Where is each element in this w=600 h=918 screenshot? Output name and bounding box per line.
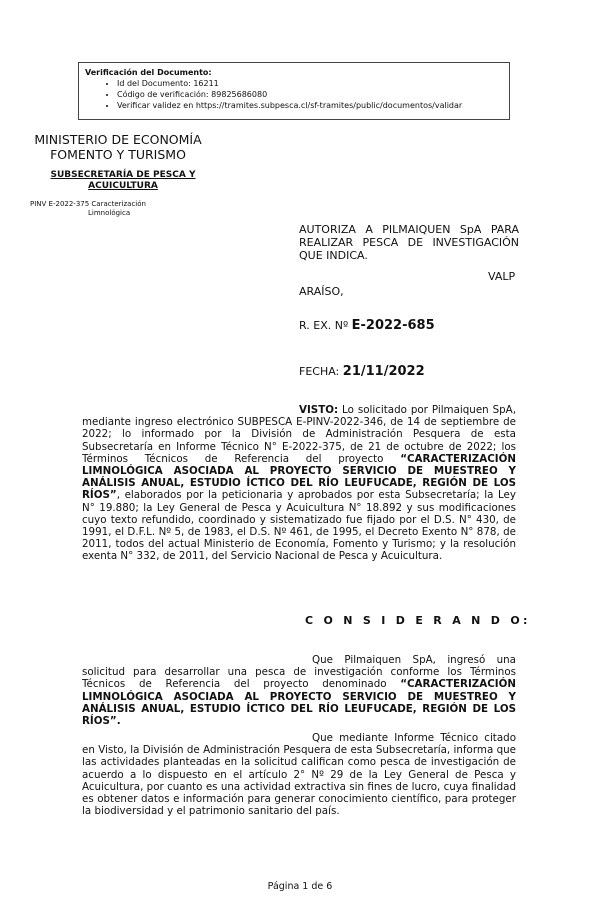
subsecretaria-line-1: SUBSECRETARÍA DE PESCA Y: [50, 170, 196, 180]
visto-project-name: “CARACTERIZACIÓN LIMNOLÓGICA ASOCIADA AL PROYECTO SERVICIO DE MUESTREO Y ANÁLISIS ANUAL, ESTUDIO ÍCTICO DEL RÍO LEUFUCADE, REGIÓN DE LOS RÍOS”: [82, 452, 516, 502]
visto-text-a: Lo solicitado por Pilmaiquen SpA, mediante ingreso electrónico SUBPESCA E-PINV-2022-346, de 14 de septiembre de 2022; lo informado por la División de Administración Pesquera de esta Subsecretaría en Informe Técnico N° E-2022-375, de 21 de octubre de 2022; los Términos Técnicos de Referencia del proyecto: [82, 404, 516, 465]
verification-box: [78, 62, 510, 120]
resolution-date: [299, 364, 425, 379]
considerando-2-text: Que mediante Informe Técnico citado en Visto, la División de Administración Pesquera de esta Subsecretaría, informa que las actividades planteadas en la solicitud califican como pesca de investigación de acuerdo a lo dispuesto en el artículo 2° Nº 29 de la Ley General de Pesca y Acuicultura, por cuanto es una actividad extractiva sin fines de lucro, cuya finalidad es obtener datos e información para generar conocimiento científico, para proteger la biodiversidad y el patrimonio sanitario del país.: [82, 732, 516, 818]
ministry-line-1: MINISTERIO DE ECONOMÍA: [34, 132, 202, 147]
verification-url[interactable]: • Verificar validez en https://tramites.subpesca.cl/sf-tramites/public/documentos/validar: [117, 100, 509, 111]
considerando-paragraph-1: [82, 654, 516, 727]
ministry-line-2: FOMENTO Y TURISMO: [50, 147, 186, 162]
ministry-heading: [18, 132, 218, 162]
place-part-1: VALP: [488, 270, 516, 283]
considerando-1-end: .: [116, 715, 121, 728]
verification-code: • Código de verificación: 89825686080: [117, 89, 509, 100]
visto-paragraph: [82, 404, 516, 563]
considerando-paragraph-2: [82, 732, 516, 817]
subsecretaria-line-2: ACUICULTURA: [88, 181, 158, 191]
reference-line-2: Limnológica: [88, 209, 131, 217]
date-label: FECHA:: [299, 365, 340, 378]
reference-note: [30, 200, 205, 218]
resolution-number: [299, 318, 435, 333]
subsecretaria-heading: [28, 170, 218, 192]
verification-list: [85, 78, 509, 111]
considerando-heading: C O N S I D E R A N D O:: [305, 614, 531, 627]
considerando-1-project: “CARACTERIZACIÓN LIMNOLÓGICA ASOCIADA AL PROYECTO SERVICIO DE MUESTREO Y ANÁLISIS ANUAL, ESTUDIO ÍCTICO DEL RÍO LEUFUCADE, REGIÓN DE LOS RÍOS”: [82, 678, 516, 728]
considerando-1-text: Que Pilmaiquen SpA, ingresó una solicitud para desarrollar una pesca de investigación conforme los Términos Técnicos de Referencia del proyecto denominado: [82, 654, 516, 691]
visto-label: VISTO:: [299, 404, 339, 416]
resolution-title: AUTORIZA A PILMAIQUEN SpA PARA REALIZAR PESCA DE INVESTIGACIÓN QUE INDICA.: [299, 223, 519, 262]
place-part-2: ARAÍSO,: [299, 285, 344, 298]
date-value: 21/11/2022: [342, 364, 425, 379]
reference-line-1: PINV E-2022-375 Caracterización: [30, 200, 146, 208]
verification-id: • Id del Documento: 16211: [117, 78, 509, 89]
resolution-label: R. EX. Nº: [299, 319, 349, 332]
verification-title: Verificación del Documento:: [85, 68, 212, 77]
page-number: Página 1 de 6: [267, 881, 333, 892]
resolution-value: E-2022-685: [351, 318, 435, 333]
visto-text-b: , elaborados por la peticionaria y aprobados por esta Subsecretaría; la Ley N° 19.880; la Ley General de Pesca y Acuicultura N° 18.892 y sus modificaciones cuyo texto refundido, coordinado y sistematizado fue fijado por el D.S. N° 430, de 1991, el D.F.L. Nº 5, de 1983, el D.S. Nº 461, de 1995, el Decreto Exento N° 878, de 2011, todos del actual Ministerio de Economía, Fomento y Turismo; y la resolución exenta N° 332, de 2011, del Servicio Nacional de Pesca y Acuicultura.: [82, 489, 516, 563]
